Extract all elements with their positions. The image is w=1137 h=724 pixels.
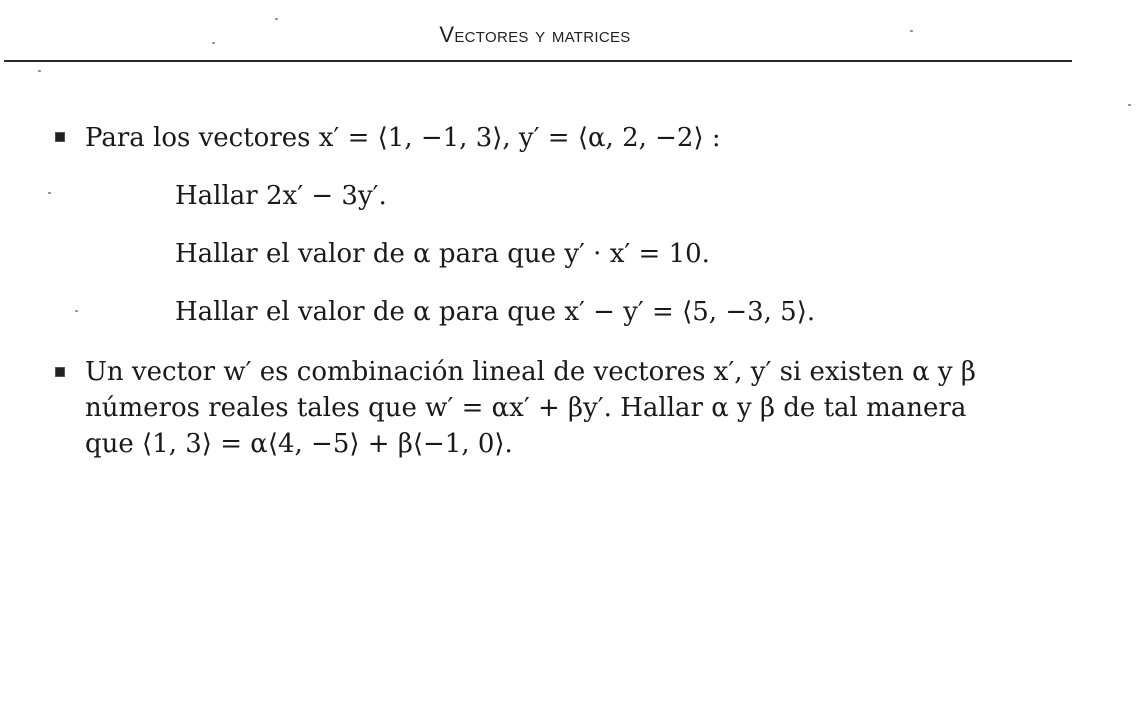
square-bullet-icon bbox=[55, 367, 65, 377]
scan-speck bbox=[275, 18, 278, 20]
item-lead-text: Para los vectores x′ = ⟨1, −1, 3⟩, y′ = ⟨α, 2, −2⟩ : bbox=[85, 123, 721, 153]
list-item bbox=[55, 354, 1085, 462]
exercise-list bbox=[55, 118, 1085, 462]
paragraph-line: números reales tales que w′ = αx′ + βy′. Hallar α y β de tal manera bbox=[85, 393, 967, 423]
paragraph-line: Un vector w′ es combinación lineal de vectores x′, y′ si existen α y β bbox=[85, 357, 976, 387]
scan-speck bbox=[48, 192, 51, 194]
list-item bbox=[55, 118, 1085, 332]
square-bullet-icon bbox=[55, 132, 65, 142]
scan-speck bbox=[212, 42, 215, 44]
sub-item: Hallar el valor de α para que x′ − y′ = ⟨5, −3, 5⟩. bbox=[175, 297, 816, 327]
sub-item: Hallar 2x′ − 3y′. bbox=[175, 181, 387, 211]
sub-item: Hallar el valor de α para que y′ · x′ = 10. bbox=[175, 239, 710, 269]
paragraph-line: que ⟨1, 3⟩ = α⟨4, −5⟩ + β⟨−1, 0⟩. bbox=[85, 429, 513, 459]
scan-speck bbox=[38, 70, 41, 72]
scan-speck bbox=[1128, 104, 1131, 106]
header-rule bbox=[4, 60, 1072, 62]
header-title: Vectores y matrices bbox=[439, 22, 631, 47]
scan-speck bbox=[910, 30, 913, 32]
running-header bbox=[0, 22, 1070, 48]
